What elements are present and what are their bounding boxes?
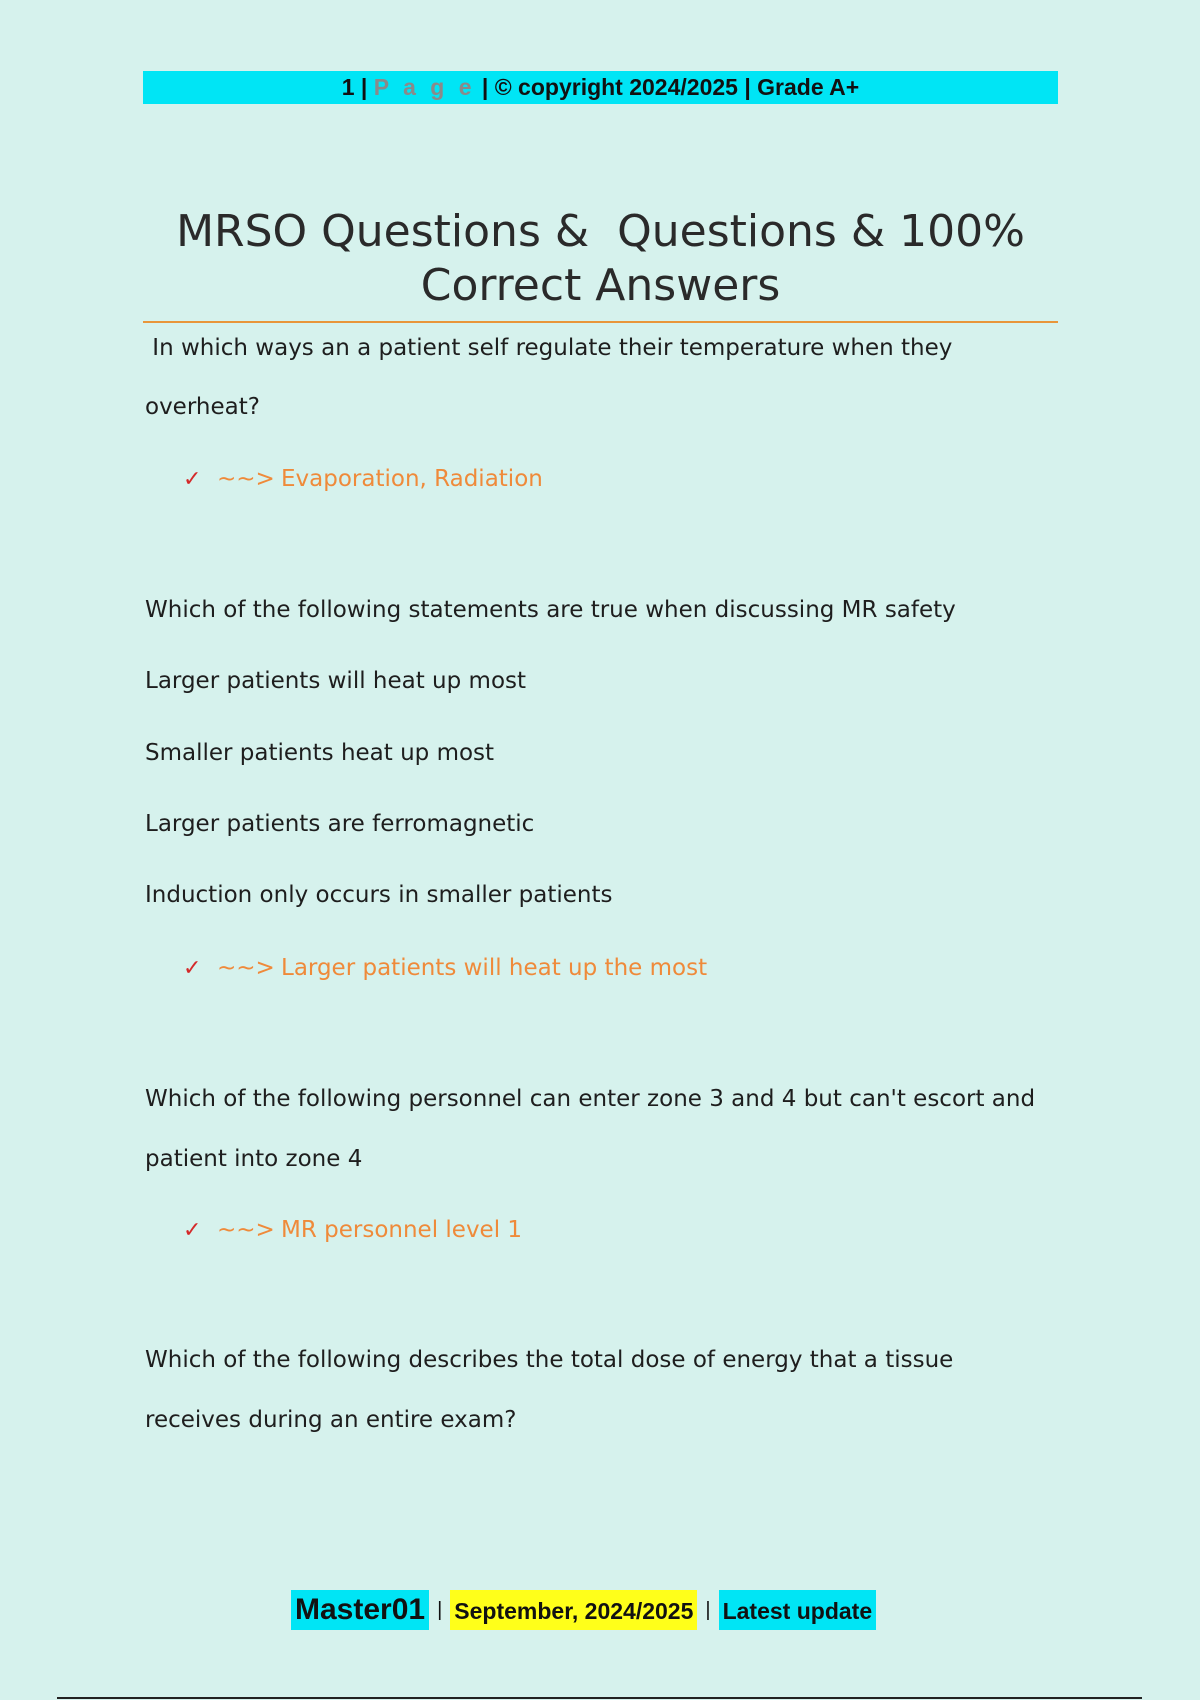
arrow-marker: ~~> bbox=[217, 1217, 275, 1243]
question-2-option-3: Larger patients are ferromagnetic bbox=[145, 811, 535, 837]
question-4-line-2: receives during an entire exam? bbox=[145, 1407, 517, 1433]
document-title bbox=[143, 205, 1058, 313]
answer-3 bbox=[183, 1217, 522, 1243]
footer-brand: Master01 bbox=[291, 1590, 429, 1630]
check-icon: ✓ bbox=[183, 1217, 202, 1243]
footer-separator: | bbox=[437, 1598, 443, 1621]
footer-separator: | bbox=[705, 1598, 711, 1621]
page-number: 1 bbox=[341, 74, 355, 100]
answer-2-text: Larger patients will heat up the most bbox=[281, 955, 708, 981]
question-1-line-1: In which ways an a patient self regulate their temperature when they bbox=[145, 335, 953, 361]
page-header: 1 | P a g e | © copyright 2024/2025 | Grade A+ bbox=[143, 71, 1058, 104]
answer-2 bbox=[183, 955, 707, 981]
check-icon: ✓ bbox=[183, 955, 202, 981]
answer-1-text: Evaporation, Radiation bbox=[281, 466, 543, 492]
bottom-divider bbox=[57, 1697, 1142, 1699]
answer-1 bbox=[183, 466, 543, 492]
footer-date: September, 2024/2025 bbox=[450, 1590, 697, 1630]
title-line-1: MRSO Questions & Questions & 100% bbox=[176, 206, 1025, 257]
question-4-line-1: Which of the following describes the total dose of energy that a tissue bbox=[145, 1347, 954, 1373]
check-icon: ✓ bbox=[183, 466, 202, 492]
question-3-line-2: patient into zone 4 bbox=[145, 1146, 363, 1172]
page-word: P a g e bbox=[373, 74, 476, 100]
page-footer bbox=[291, 1590, 876, 1630]
title-divider bbox=[143, 321, 1058, 323]
question-1-line-2: overheat? bbox=[145, 394, 260, 420]
answer-3-text: MR personnel level 1 bbox=[281, 1217, 523, 1243]
question-2-option-1: Larger patients will heat up most bbox=[145, 668, 527, 694]
title-line-2: Correct Answers bbox=[420, 260, 781, 311]
footer-latest-update: Latest update bbox=[719, 1590, 877, 1630]
copyright-text: © copyright 2024/2025 bbox=[494, 74, 738, 100]
question-2-option-2: Smaller patients heat up most bbox=[145, 740, 495, 766]
grade-text: Grade A+ bbox=[757, 74, 860, 100]
question-2-line-1: Which of the following statements are true when discussing MR safety bbox=[145, 597, 956, 623]
question-3-line-1: Which of the following personnel can enter zone 3 and 4 but can't escort and bbox=[145, 1086, 1036, 1112]
arrow-marker: ~~> bbox=[217, 466, 275, 492]
arrow-marker: ~~> bbox=[217, 955, 275, 981]
question-2-option-4: Induction only occurs in smaller patients bbox=[145, 882, 613, 908]
